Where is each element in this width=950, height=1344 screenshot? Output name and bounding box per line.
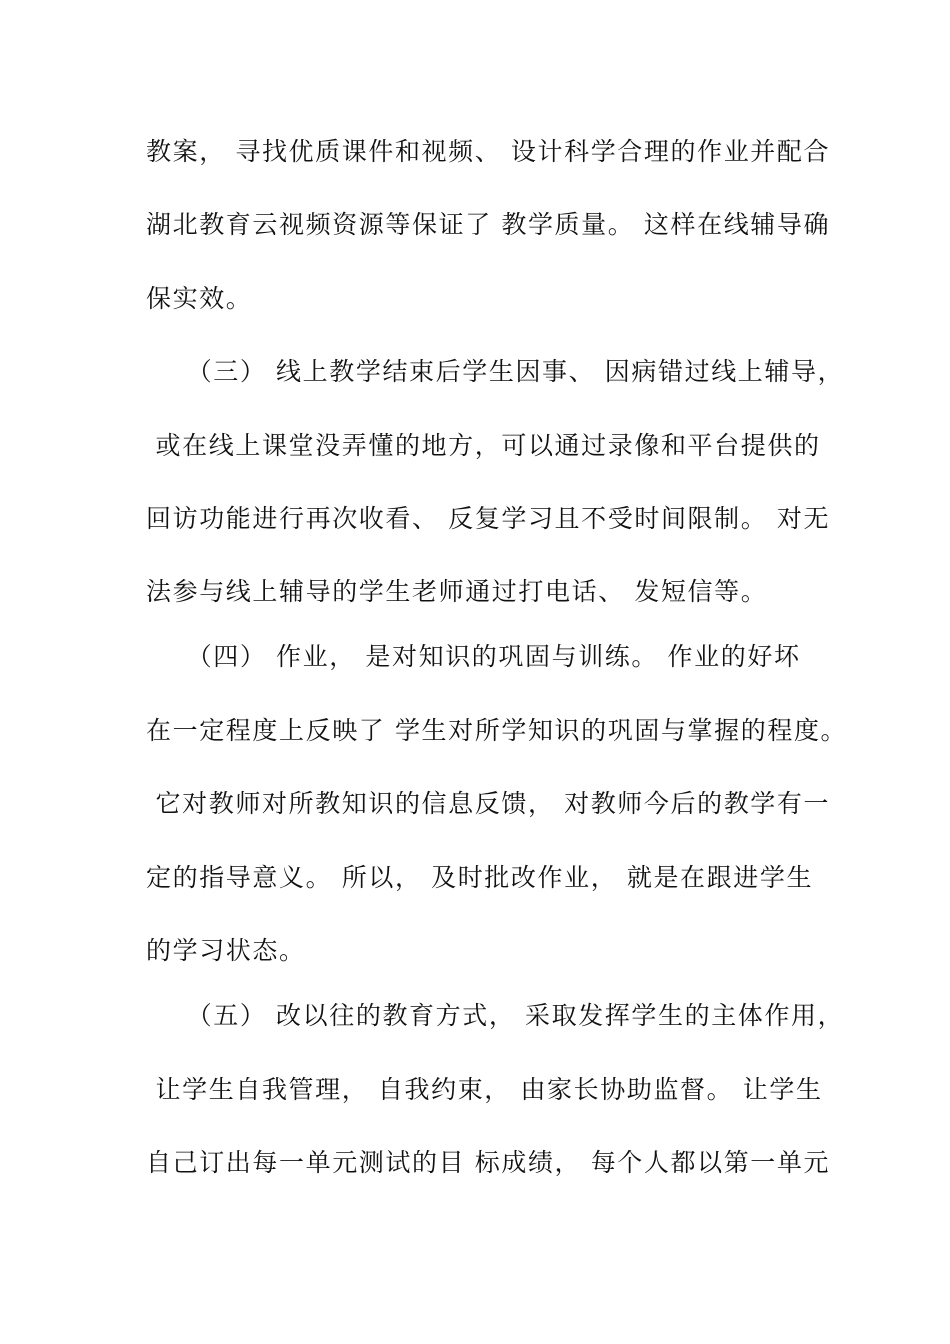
- text-line: 在一定程度上反映了 学生对所学知识的巩固与掌握的程度。: [146, 716, 848, 745]
- text-line: （三） 线上教学结束后学生因事、 因病错过线上辅导，: [146, 357, 845, 386]
- text-line: （五） 改以往的教育方式， 采取发挥学生的主体作用，: [146, 1001, 845, 1030]
- text-line: 教案， 寻找优质课件和视频、 设计科学合理的作业并配合: [146, 137, 831, 166]
- text-line: 让学生自我管理， 自我约束， 由家长协助监督。 让学生: [146, 1075, 823, 1104]
- text-line: 回访功能进行再次收看、 反复学习且不受时间限制。 对无: [146, 504, 831, 533]
- text-line: 法参与线上辅导的学生老师通过打电话、 发短信等。: [146, 577, 768, 606]
- text-line: 或在线上课堂没弄懂的地方，可以通过录像和平台提供的: [146, 431, 821, 460]
- text-line: 保实效。: [146, 284, 253, 313]
- text-line: 湖北教育云视频资源等保证了 教学质量。 这样在线辅导确: [146, 210, 831, 239]
- text-line: （四） 作业， 是对知识的巩固与训练。 作业的好坏: [146, 642, 801, 671]
- text-line: 定的指导意义。 所以， 及时批改作业， 就是在跟进学生: [146, 863, 814, 892]
- text-line: 的学习状态。: [146, 936, 306, 965]
- text-line: 它对教师对所教知识的信息反馈， 对教师今后的教学有一: [146, 789, 831, 818]
- text-line: 自己订出每一单元测试的目 标成绩， 每个人都以第一单元: [146, 1148, 831, 1177]
